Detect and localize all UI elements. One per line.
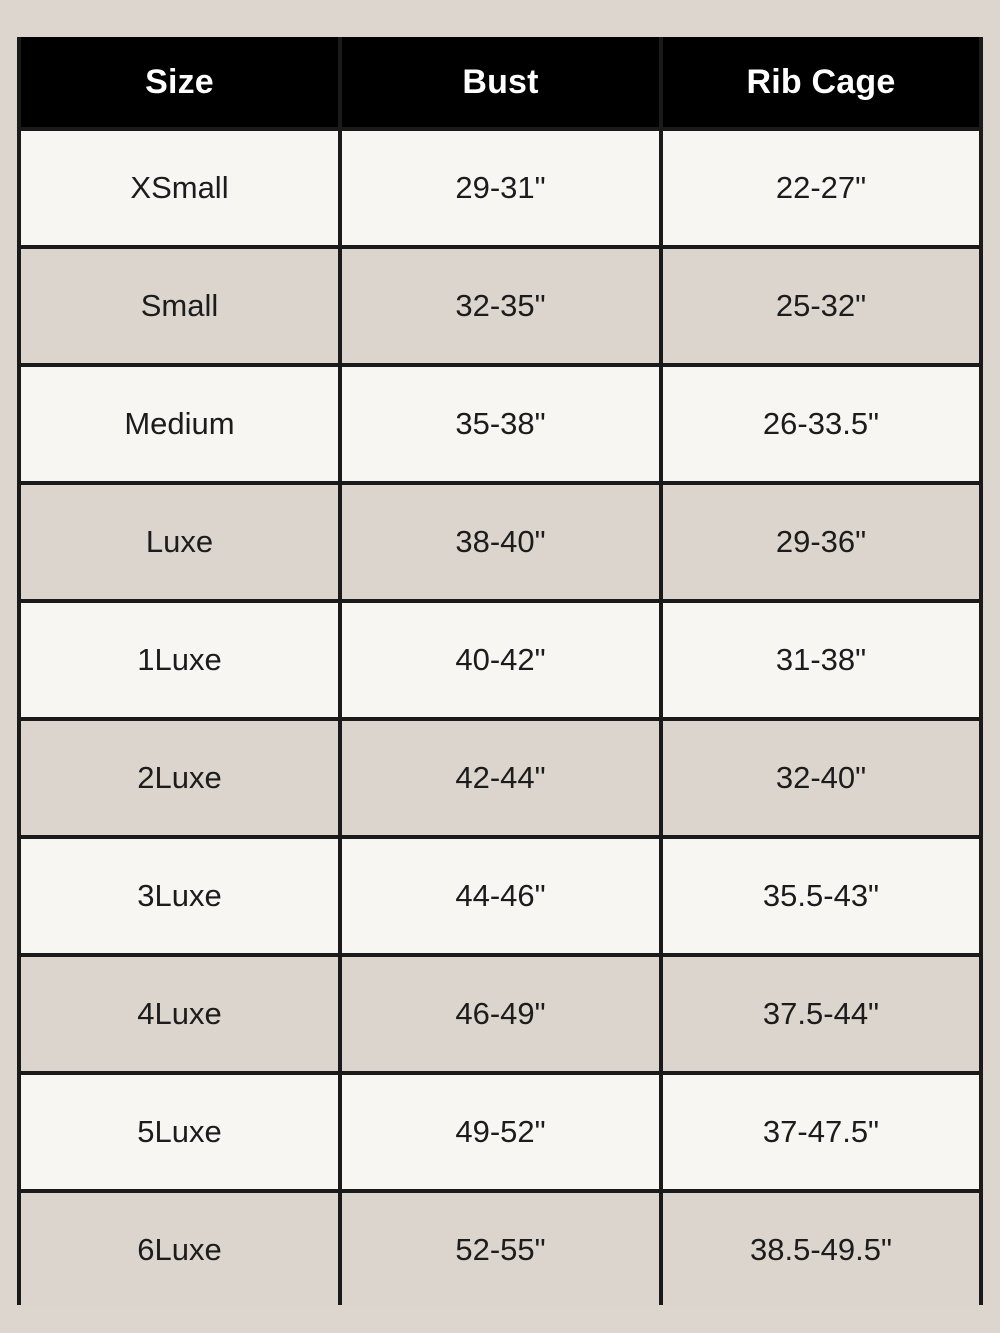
bust-cell: 40-42": [342, 603, 659, 717]
bust-cell: 29-31": [342, 131, 659, 245]
size-cell: XSmall: [21, 131, 338, 245]
size-cell: 3Luxe: [21, 839, 338, 953]
size-chart-table: [17, 37, 983, 1305]
rib-cage-cell: 22-27": [663, 131, 979, 245]
bust-cell: 38-40": [342, 485, 659, 599]
bust-cell: 49-52": [342, 1075, 659, 1189]
size-cell: Luxe: [21, 485, 338, 599]
bust-cell: 35-38": [342, 367, 659, 481]
size-cell: 2Luxe: [21, 721, 338, 835]
rib-cage-cell: 37.5-44": [663, 957, 979, 1071]
rib-cage-cell: 26-33.5": [663, 367, 979, 481]
bust-cell: 32-35": [342, 249, 659, 363]
bust-cell: 52-55": [342, 1193, 659, 1307]
bust-cell: 42-44": [342, 721, 659, 835]
rib-cage-cell: 29-36": [663, 485, 979, 599]
size-cell: 1Luxe: [21, 603, 338, 717]
size-cell: 4Luxe: [21, 957, 338, 1071]
rib-cage-cell: 32-40": [663, 721, 979, 835]
header-size: Size: [21, 37, 338, 127]
rib-cage-cell: 25-32": [663, 249, 979, 363]
rib-cage-cell: 31-38": [663, 603, 979, 717]
bust-cell: 46-49": [342, 957, 659, 1071]
size-cell: 6Luxe: [21, 1193, 338, 1307]
header-rib-cage: Rib Cage: [663, 37, 979, 127]
size-cell: Small: [21, 249, 338, 363]
size-cell: 5Luxe: [21, 1075, 338, 1189]
rib-cage-cell: 35.5-43": [663, 839, 979, 953]
rib-cage-cell: 38.5-49.5": [663, 1193, 979, 1307]
bust-cell: 44-46": [342, 839, 659, 953]
header-bust: Bust: [342, 37, 659, 127]
rib-cage-cell: 37-47.5": [663, 1075, 979, 1189]
size-cell: Medium: [21, 367, 338, 481]
